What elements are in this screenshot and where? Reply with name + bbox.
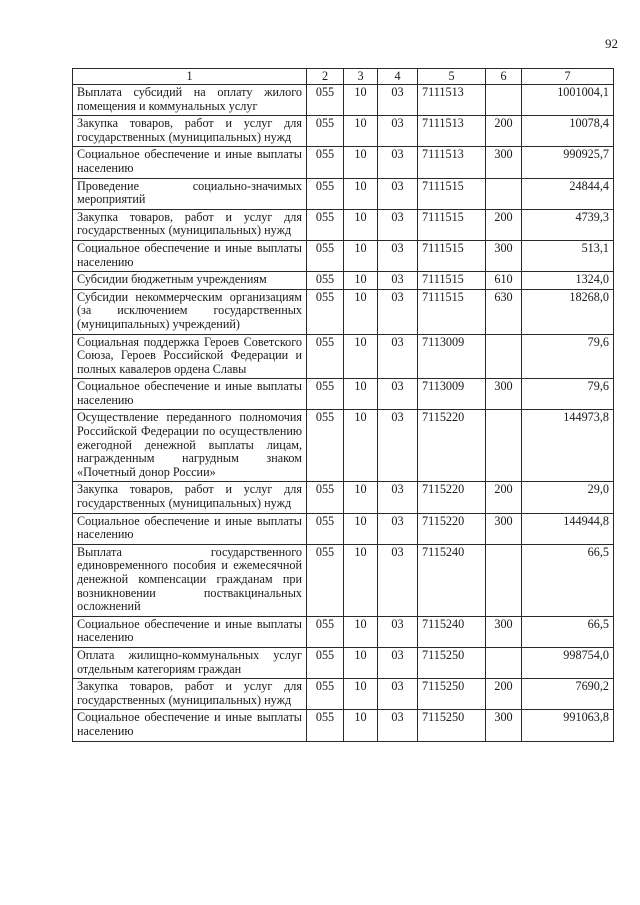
grbs-cell: 055	[307, 379, 344, 410]
amount-cell: 144973,8	[522, 410, 614, 482]
expense-type-cell	[486, 178, 522, 209]
grbs-cell: 055	[307, 679, 344, 710]
subsection-cell: 03	[378, 289, 418, 334]
row-name-cell: Социальная поддержка Героев Советского Союза, Героев Российской Федерации и полных кавалеров ордена Славы	[73, 334, 307, 379]
expense-type-cell	[486, 334, 522, 379]
section-cell: 10	[344, 647, 378, 678]
target-article-cell: 7111513	[418, 116, 486, 147]
subsection-cell: 03	[378, 240, 418, 271]
table-row	[73, 544, 614, 616]
column-header: 4	[378, 69, 418, 85]
grbs-cell: 055	[307, 116, 344, 147]
target-article-cell: 7115250	[418, 710, 486, 741]
table-row	[73, 289, 614, 334]
subsection-cell: 03	[378, 544, 418, 616]
amount-cell: 991063,8	[522, 710, 614, 741]
subsection-cell: 03	[378, 85, 418, 116]
subsection-cell: 03	[378, 482, 418, 513]
section-cell: 10	[344, 147, 378, 178]
column-header: 7	[522, 69, 614, 85]
amount-cell: 18268,0	[522, 289, 614, 334]
row-name-cell: Закупка товаров, работ и услуг для государственных (муниципальных) нужд	[73, 679, 307, 710]
target-article-cell: 7111513	[418, 147, 486, 178]
row-name-cell: Социальное обеспечение и иные выплаты населению	[73, 147, 307, 178]
row-name-cell: Субсидии некоммерческим организациям (за исключением государственных (муниципальных) учреждений)	[73, 289, 307, 334]
expense-type-cell: 300	[486, 710, 522, 741]
row-name-cell: Социальное обеспечение и иные выплаты населению	[73, 379, 307, 410]
section-cell: 10	[344, 616, 378, 647]
amount-cell: 144944,8	[522, 513, 614, 544]
grbs-cell: 055	[307, 513, 344, 544]
amount-cell: 79,6	[522, 334, 614, 379]
table-row	[73, 616, 614, 647]
expense-type-cell	[486, 410, 522, 482]
target-article-cell: 7111513	[418, 85, 486, 116]
section-cell: 10	[344, 240, 378, 271]
amount-cell: 4739,3	[522, 209, 614, 240]
expense-type-cell: 300	[486, 240, 522, 271]
amount-cell: 10078,4	[522, 116, 614, 147]
target-article-cell: 7111515	[418, 178, 486, 209]
target-article-cell: 7111515	[418, 289, 486, 334]
section-cell: 10	[344, 379, 378, 410]
expense-type-cell	[486, 647, 522, 678]
subsection-cell: 03	[378, 410, 418, 482]
target-article-cell: 7113009	[418, 334, 486, 379]
target-article-cell: 7115220	[418, 513, 486, 544]
target-article-cell: 7111515	[418, 209, 486, 240]
target-article-cell: 7115250	[418, 679, 486, 710]
target-article-cell: 7113009	[418, 379, 486, 410]
grbs-cell: 055	[307, 178, 344, 209]
subsection-cell: 03	[378, 334, 418, 379]
table-body	[73, 85, 614, 742]
table-row	[73, 85, 614, 116]
expense-type-cell: 200	[486, 482, 522, 513]
amount-cell: 513,1	[522, 240, 614, 271]
row-name-cell: Проведение социально-значимых мероприятий	[73, 178, 307, 209]
target-article-cell: 7115240	[418, 544, 486, 616]
expense-type-cell: 200	[486, 209, 522, 240]
section-cell: 10	[344, 178, 378, 209]
row-name-cell: Выплата государственного единовременного пособия и ежемесячной денежной компенсации гражданам при возникновении поствакцинальных осложнений	[73, 544, 307, 616]
grbs-cell: 055	[307, 209, 344, 240]
amount-cell: 1324,0	[522, 272, 614, 290]
table-row	[73, 379, 614, 410]
budget-table	[72, 68, 614, 742]
grbs-cell: 055	[307, 647, 344, 678]
column-header: 1	[73, 69, 307, 85]
amount-cell: 66,5	[522, 616, 614, 647]
section-cell: 10	[344, 209, 378, 240]
row-name-cell: Закупка товаров, работ и услуг для государственных (муниципальных) нужд	[73, 482, 307, 513]
subsection-cell: 03	[378, 178, 418, 209]
section-cell: 10	[344, 116, 378, 147]
table-row	[73, 116, 614, 147]
amount-cell: 79,6	[522, 379, 614, 410]
row-name-cell: Закупка товаров, работ и услуг для государственных (муниципальных) нужд	[73, 116, 307, 147]
subsection-cell: 03	[378, 147, 418, 178]
section-cell: 10	[344, 85, 378, 116]
expense-type-cell: 200	[486, 679, 522, 710]
row-name-cell: Социальное обеспечение и иные выплаты населению	[73, 616, 307, 647]
subsection-cell: 03	[378, 647, 418, 678]
grbs-cell: 055	[307, 616, 344, 647]
expense-type-cell: 200	[486, 116, 522, 147]
table-row	[73, 647, 614, 678]
row-name-cell: Осуществление переданного полномочия Российской Федерации по осуществлению ежегодной денежной выплаты лицам, награжденным нагрудным знаком «Почетный донор России»	[73, 410, 307, 482]
table-row	[73, 679, 614, 710]
expense-type-cell	[486, 85, 522, 116]
section-cell: 10	[344, 272, 378, 290]
row-name-cell: Социальное обеспечение и иные выплаты населению	[73, 710, 307, 741]
page-number: 92	[605, 36, 618, 51]
target-article-cell: 7111515	[418, 272, 486, 290]
grbs-cell: 055	[307, 544, 344, 616]
section-cell: 10	[344, 513, 378, 544]
section-cell: 10	[344, 710, 378, 741]
column-header: 2	[307, 69, 344, 85]
table-row	[73, 482, 614, 513]
table-row	[73, 334, 614, 379]
expense-type-cell: 630	[486, 289, 522, 334]
column-header: 6	[486, 69, 522, 85]
subsection-cell: 03	[378, 379, 418, 410]
amount-cell: 24844,4	[522, 178, 614, 209]
table-row	[73, 513, 614, 544]
grbs-cell: 055	[307, 240, 344, 271]
subsection-cell: 03	[378, 513, 418, 544]
section-cell: 10	[344, 289, 378, 334]
amount-cell: 990925,7	[522, 147, 614, 178]
section-cell: 10	[344, 544, 378, 616]
subsection-cell: 03	[378, 209, 418, 240]
grbs-cell: 055	[307, 710, 344, 741]
table-header-row	[73, 69, 614, 85]
target-article-cell: 7115220	[418, 410, 486, 482]
row-name-cell: Оплата жилищно-коммунальных услуг отдельным категориям граждан	[73, 647, 307, 678]
grbs-cell: 055	[307, 289, 344, 334]
row-name-cell: Социальное обеспечение и иные выплаты населению	[73, 240, 307, 271]
target-article-cell: 7111515	[418, 240, 486, 271]
section-cell: 10	[344, 334, 378, 379]
grbs-cell: 055	[307, 410, 344, 482]
expense-type-cell: 300	[486, 616, 522, 647]
grbs-cell: 055	[307, 147, 344, 178]
subsection-cell: 03	[378, 116, 418, 147]
target-article-cell: 7115250	[418, 647, 486, 678]
table-row	[73, 147, 614, 178]
section-cell: 10	[344, 482, 378, 513]
grbs-cell: 055	[307, 272, 344, 290]
column-header: 3	[344, 69, 378, 85]
amount-cell: 1001004,1	[522, 85, 614, 116]
row-name-cell: Выплата субсидий на оплату жилого помещения и коммунальных услуг	[73, 85, 307, 116]
subsection-cell: 03	[378, 710, 418, 741]
target-article-cell: 7115240	[418, 616, 486, 647]
amount-cell: 998754,0	[522, 647, 614, 678]
grbs-cell: 055	[307, 482, 344, 513]
amount-cell: 7690,2	[522, 679, 614, 710]
table-row	[73, 710, 614, 741]
target-article-cell: 7115220	[418, 482, 486, 513]
expense-type-cell: 610	[486, 272, 522, 290]
table-row	[73, 209, 614, 240]
row-name-cell: Субсидии бюджетным учреждениям	[73, 272, 307, 290]
expense-type-cell: 300	[486, 379, 522, 410]
table-row	[73, 240, 614, 271]
subsection-cell: 03	[378, 679, 418, 710]
amount-cell: 29,0	[522, 482, 614, 513]
expense-type-cell: 300	[486, 513, 522, 544]
amount-cell: 66,5	[522, 544, 614, 616]
expense-type-cell: 300	[486, 147, 522, 178]
column-header: 5	[418, 69, 486, 85]
table-row	[73, 272, 614, 290]
subsection-cell: 03	[378, 272, 418, 290]
section-cell: 10	[344, 679, 378, 710]
expense-type-cell	[486, 544, 522, 616]
grbs-cell: 055	[307, 85, 344, 116]
row-name-cell: Закупка товаров, работ и услуг для государственных (муниципальных) нужд	[73, 209, 307, 240]
row-name-cell: Социальное обеспечение и иные выплаты населению	[73, 513, 307, 544]
grbs-cell: 055	[307, 334, 344, 379]
subsection-cell: 03	[378, 616, 418, 647]
section-cell: 10	[344, 410, 378, 482]
table-row	[73, 410, 614, 482]
table-row	[73, 178, 614, 209]
